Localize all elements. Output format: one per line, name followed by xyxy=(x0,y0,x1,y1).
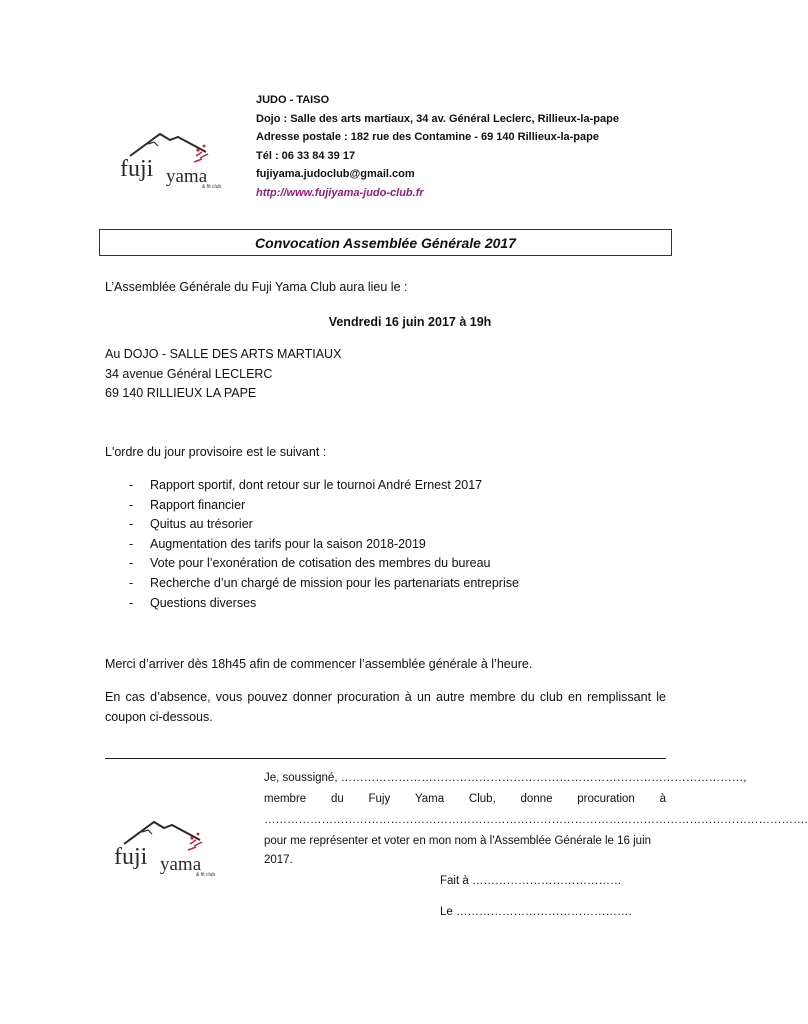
header-dojo-address: Dojo : Salle des arts martiaux, 34 av. Général Leclerc, Rillieux-la-pape xyxy=(256,112,619,125)
venue-address xyxy=(105,345,341,404)
absence-paragraph: En cas d’absence, vous pouvez donner procuration à un autre membre du club en remplissant le coupon ci-dessous. xyxy=(105,690,666,724)
logo-text-yama: yama xyxy=(166,166,208,187)
document-title: Convocation Assemblée Générale 2017 xyxy=(255,234,516,251)
agenda-item-label: Recherche d’un chargé de mission pour les partenariats entreprise xyxy=(150,575,519,590)
logo-text-fuji: fuji xyxy=(114,844,148,870)
coupon-date-line[interactable]: Le ………………………………………. xyxy=(440,906,632,918)
list-item xyxy=(105,476,705,496)
list-item xyxy=(105,574,705,594)
venue-line-3: 69 140 RILLIEUX LA PAPE xyxy=(105,386,257,401)
logo-text-fuji: fuji xyxy=(120,156,154,182)
list-bullet: - xyxy=(129,575,134,590)
coupon-word: Yama xyxy=(414,793,445,805)
agenda-intro: L'ordre du jour provisoire est le suivant : xyxy=(105,445,327,459)
header-contact-block xyxy=(256,91,619,203)
list-item xyxy=(105,535,705,555)
list-bullet: - xyxy=(129,536,134,551)
logo-subtext: & fit club xyxy=(202,184,222,190)
coupon-word: à xyxy=(659,793,666,805)
list-bullet: - xyxy=(129,517,134,532)
list-bullet: - xyxy=(129,497,134,512)
list-item xyxy=(105,554,705,574)
agenda-item-label: Questions diverses xyxy=(150,595,257,610)
coupon-proxy-name-line[interactable]: ……………………………………………………………………………………………………………………………. xyxy=(264,814,808,826)
header-email[interactable]: fujiyama.judoclub@gmail.com xyxy=(256,168,415,181)
agenda-item-label: Rapport financier xyxy=(150,497,246,512)
agenda-item-label: Rapport sportif, dont retour sur le tournoi André Ernest 2017 xyxy=(150,478,483,492)
coupon-word: Fujy xyxy=(368,793,391,805)
venue-line-1: Au DOJO - SALLE DES ARTS MARTIAUX xyxy=(105,347,342,361)
agenda-item-label: Augmentation des tarifs pour la saison 2018-2019 xyxy=(150,536,426,551)
logo-subtext: & fit club xyxy=(196,872,216,878)
document-title-box xyxy=(99,229,672,256)
list-bullet: - xyxy=(129,478,134,492)
coupon-place-line[interactable]: Fait à ………………………………… xyxy=(440,875,622,887)
coupon-signatory-line[interactable]: Je, soussigné, ……………………………………………………………………………………………, xyxy=(264,772,747,784)
agenda-item-label: Quitus au trésorier xyxy=(150,517,253,532)
meeting-date: Vendredi 16 juin 2017 à 19h xyxy=(328,315,492,329)
list-item xyxy=(105,594,705,614)
intro-text: L’Assemblée Générale du Fuji Yama Club aura lieu le : xyxy=(105,280,408,294)
logo-mountain-icon xyxy=(118,128,228,190)
coupon-word: procuration xyxy=(577,793,635,805)
club-logo xyxy=(118,128,228,190)
logo-mountain-icon xyxy=(112,816,222,878)
venue-line-2: 34 avenue Général LECLERC xyxy=(105,366,273,381)
proxy-coupon xyxy=(264,769,808,870)
club-logo-coupon xyxy=(112,816,222,878)
coupon-word: donne xyxy=(520,793,553,805)
header-discipline: JUDO - TAISO xyxy=(256,94,330,106)
list-item xyxy=(105,496,705,516)
agenda-item-label: Vote pour l’exonération de cotisation des membres du bureau xyxy=(150,556,491,571)
header-website-link[interactable]: http://www.fujiyama-judo-club.fr xyxy=(256,186,424,199)
header-postal-address: Adresse postale : 182 rue des Contamine - 69 140 Rillieux-la-pape xyxy=(256,131,599,144)
coupon-word: membre xyxy=(264,793,307,805)
logo-text-yama: yama xyxy=(160,854,202,875)
header-phone: Tél : 06 33 84 39 17 xyxy=(256,149,356,162)
coupon-purpose-text: pour me représenter et voter en mon nom à l'Assemblée Générale le 16 juin 2017. xyxy=(264,835,652,866)
list-item xyxy=(105,515,705,535)
arrival-note: Merci d’arriver dès 18h45 afin de commencer l’assemblée générale à l’heure. xyxy=(105,657,533,671)
coupon-separator xyxy=(105,758,666,759)
list-bullet: - xyxy=(129,595,134,610)
coupon-member-line xyxy=(264,790,666,809)
coupon-word: du xyxy=(330,793,344,805)
list-bullet: - xyxy=(129,556,134,571)
coupon-word: Club, xyxy=(468,793,496,805)
agenda-list xyxy=(105,476,705,613)
